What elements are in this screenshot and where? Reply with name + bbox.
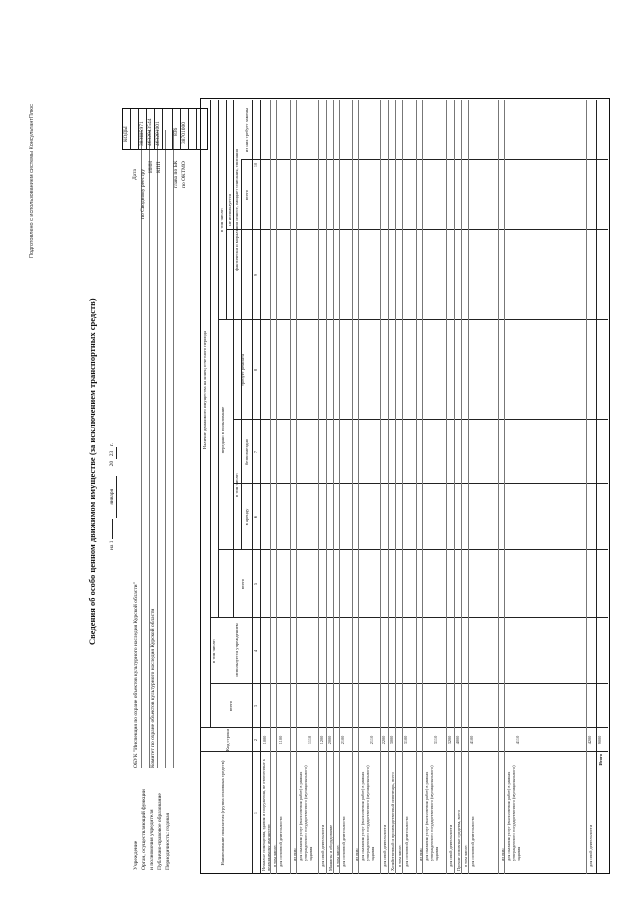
date-suffix: г.: [109, 443, 115, 447]
table-row-code: 3110: [433, 735, 438, 745]
col-header-name: Наименование показателя (группа основных средств): [220, 760, 225, 866]
col-header-not-used-need: из них требует замены: [244, 107, 249, 153]
table-row-name: из них:: [418, 847, 423, 861]
report-title: Сведения об особо ценном движимом имуществе (за исключением транспортных средств): [87, 298, 97, 645]
date-line: [110, 443, 117, 550]
table-row-code: 1000: [262, 735, 267, 745]
table-row-name: для оказания услуг (выполнения работ) в рамках утвержденного государственного (муниципального) задания: [424, 765, 440, 861]
table-row-name: для оказания услуг (выполнения работ) в рамках утвержденного государственного (муниципального) задания: [506, 765, 522, 861]
table-row-name: в том числе:: [463, 844, 468, 867]
table-row-code: 2000: [327, 735, 332, 745]
col-number: 1: [253, 811, 258, 815]
date-month: января: [110, 476, 117, 518]
col-header-not-used-total: всего: [244, 189, 249, 201]
org-field-label: и полномочия учредителя: [149, 809, 155, 870]
code-label: КПП: [156, 161, 162, 173]
table-row-name: в том числе:: [272, 844, 277, 867]
col-header-used: используется учреждением: [234, 623, 239, 677]
col-header-incl2: в том числе:: [219, 208, 224, 232]
date-year-prefix: 20: [109, 460, 115, 467]
code-label: ИНН: [148, 161, 154, 173]
org-field-label: Орган, осуществляющий функции: [141, 789, 147, 870]
col-header-not-used-sub: фактически и моральном износе, ожидает списания, списания: [234, 149, 239, 271]
founder-name: Комитет по охране объектов культурного наследия Курской области: [150, 608, 156, 768]
col-number: 4: [253, 649, 258, 653]
col-header-code: Код строки: [225, 729, 230, 751]
table-row-name: Машины и оборудование: [328, 824, 333, 871]
date-prefix: на 1: [109, 540, 115, 550]
table-row-name: для иной деятельности: [588, 824, 593, 867]
table-row-name: для основной деятельности: [278, 816, 283, 867]
org-field-label: Учреждение: [133, 840, 139, 870]
table-row-code: 1110: [307, 735, 312, 745]
code-value: 38701000: [181, 122, 187, 144]
table-row-code: 3200: [447, 735, 452, 745]
code-value: 383Ш5971: [139, 121, 145, 146]
total-row-label: Итого: [598, 754, 603, 766]
col-header-total: всего: [228, 700, 233, 712]
code-label: по Сводному реестру: [140, 169, 146, 219]
code-value: 463201001: [155, 121, 161, 146]
date-year-suffix: 23: [110, 447, 117, 459]
table-row-code: 3000: [389, 735, 394, 745]
table-row-code: 1200: [319, 735, 324, 745]
col-number: 3: [253, 704, 258, 708]
table-row-name: в том числе:: [335, 844, 340, 867]
col-header-not-used: не используется: [227, 194, 232, 226]
table-row-name: Прочие основные средства, всего: [456, 809, 461, 871]
code-value: 4632043544: [147, 118, 153, 146]
table-row-name: для основной деятельности: [341, 816, 346, 867]
code-label: глава по БК: [173, 160, 179, 188]
col-header-rent: в аренду: [244, 508, 249, 526]
table-row-name: из них:: [500, 847, 505, 861]
col-number: 9: [253, 273, 258, 277]
col-header-transferred: передано в пользование: [220, 406, 225, 454]
org-field-label: Публично-правовое образование: [157, 793, 163, 870]
table-row-code: 9000: [597, 735, 602, 745]
col-header-incl: в том числе:: [211, 639, 216, 663]
col-header-free: безвозмездно: [244, 438, 249, 466]
col-header-repair: требует ремонта: [240, 353, 245, 387]
col-header-transferred-total: всего: [240, 578, 245, 590]
table-row-name: для иной деятельности: [448, 824, 453, 867]
report-sheet: [20, 20, 620, 880]
table-row-code: 2110: [369, 735, 374, 745]
col-number: 7: [253, 450, 258, 454]
table-row-name: для оказания услуг (выполнения работ) в рамках утвержденного государственного (муниципального) задания: [360, 765, 376, 861]
table-row-code: 2100: [340, 735, 345, 745]
table-row-name: из них:: [354, 847, 359, 861]
code-value: 836: [173, 127, 179, 136]
codes-header: КОДЫ: [123, 126, 129, 142]
table-row-name: для основной деятельности: [470, 816, 475, 867]
table-row-name: для иной деятельности: [382, 824, 387, 867]
col-number: 2: [253, 738, 258, 742]
col-header-group: Наличие движимого имущества на конец отчетного периода: [202, 330, 207, 450]
table-row-name: для иной деятельности: [320, 824, 325, 867]
table-row-code: 4000: [455, 735, 460, 745]
table-row-code: 3100: [403, 735, 408, 745]
institution-name: ОБУК "Инспекция по охране объектов культурного наследия Курской области": [133, 582, 139, 768]
table-row-name: Хозяйственный и производственный инвентарь, всего: [390, 772, 395, 871]
table-row-code: 4200: [587, 735, 592, 745]
org-field-label: Периодичность: годовая: [165, 812, 171, 870]
col-header-incl-sub: в том числе:: [234, 473, 239, 497]
table-row-name: для основной деятельности: [404, 816, 409, 867]
code-label: по ОКТМО: [181, 161, 187, 188]
code-label: Дата: [132, 169, 138, 180]
table-row-code: 4100: [469, 735, 474, 745]
table-row-name: из них:: [292, 847, 297, 861]
table-row-code: 2200: [381, 735, 386, 745]
col-number: 5: [253, 582, 258, 586]
col-number: 10: [253, 162, 258, 168]
consultant-note: Подготовлено с использованием системы КонсультантПлюс: [29, 104, 35, 258]
table-row-name: для оказания услуг (выполнения работ) в рамках утвержденного государственного (муниципального) задания: [298, 765, 314, 861]
table-row-code: 4110: [515, 735, 520, 745]
table-row-name: в том числе:: [397, 844, 402, 867]
col-number: 8: [253, 368, 258, 372]
col-number: 6: [253, 515, 258, 519]
table-row-name: Нежилые помещения, здания и сооружения, не отнесенные к недвижимому имуществу: [261, 759, 272, 871]
table-row-code: 1100: [278, 735, 283, 745]
